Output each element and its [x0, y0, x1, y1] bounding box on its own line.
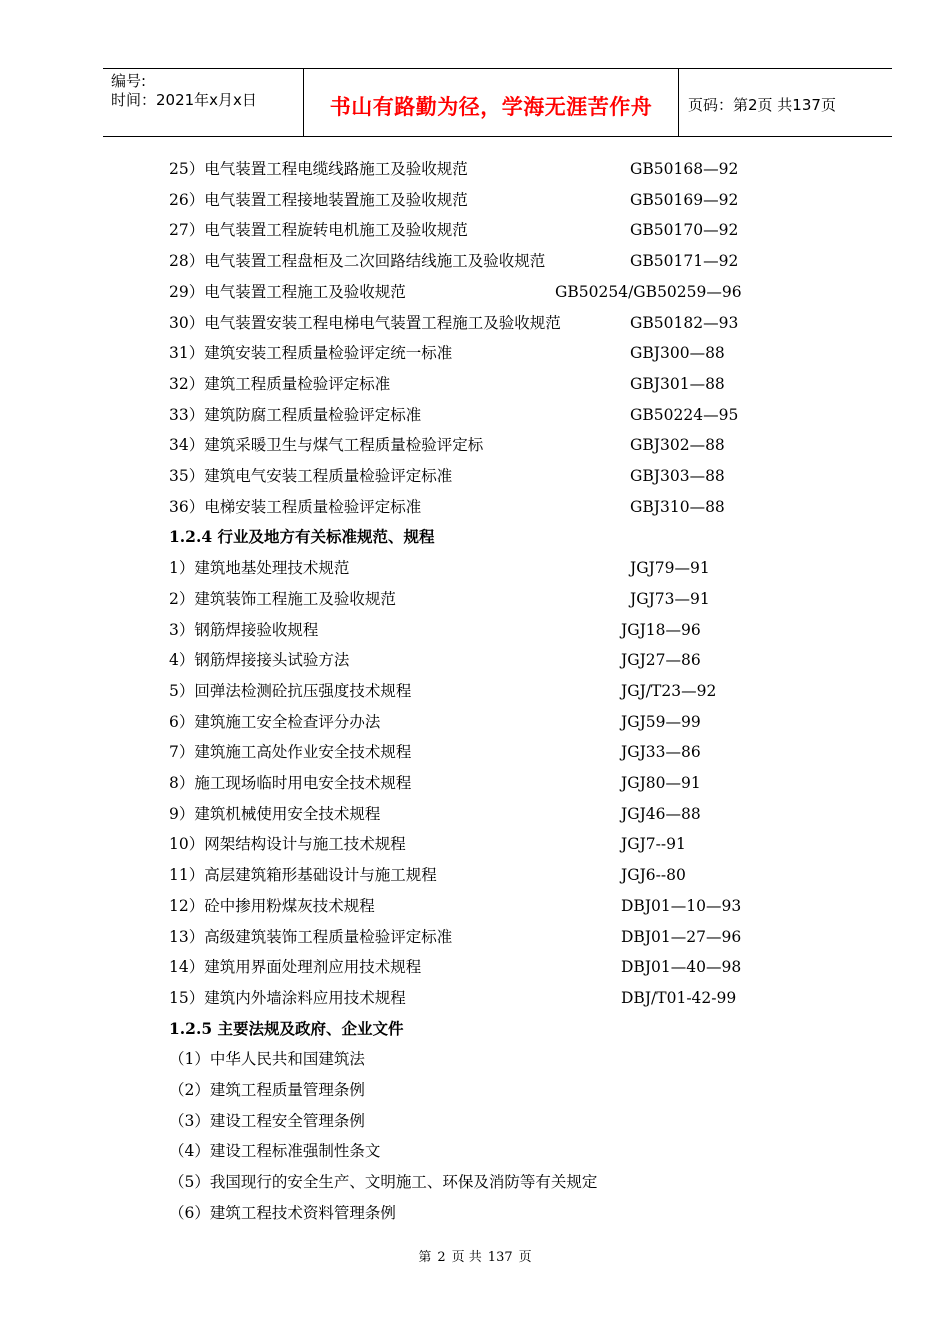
standard-code: JGJ80—91: [621, 774, 701, 792]
list-item: 27）电气装置工程旋转电机施工及验收规范 GB50170—92: [169, 218, 869, 242]
standard-code: DBJ01—10—93: [621, 897, 742, 915]
standard-code: JGJ33—86: [621, 743, 701, 761]
list-item: 13）高级建筑装饰工程质量检验评定标准 DBJ01—27—96: [169, 925, 869, 949]
list-item: 11）高层建筑箱形基础设计与施工规程 JGJ6--80: [169, 863, 869, 887]
list-item: （3）建设工程安全管理条例: [169, 1112, 365, 1130]
section-heading-1-2-5: 1.2.5 主要法规及政府、企业文件: [169, 1019, 404, 1038]
list-item: 10）网架结构设计与施工技术规程 JGJ7--91: [169, 832, 869, 856]
number-label: 编号:: [111, 72, 147, 90]
list-item: 2）建筑装饰工程施工及验收规范 JGJ73—91: [169, 587, 869, 611]
list-item: 33）建筑防腐工程质量检验评定标准 GB50224—95: [169, 403, 869, 427]
list-item: 35）建筑电气安装工程质量检验评定标准 GBJ303—88: [169, 464, 869, 488]
standard-code: GBJ303—88: [630, 467, 725, 485]
page-footer: 第 2 页 共 137 页: [418, 1250, 532, 1265]
list-item: 5）回弹法检测砼抗压强度技术规程 JGJ/T23—92: [169, 679, 869, 703]
list-item: 9）建筑机械使用安全技术规程 JGJ46—88: [169, 802, 869, 826]
footer-page-number: 2: [437, 1250, 446, 1265]
standard-code: DBJ01—40—98: [621, 958, 742, 976]
standard-code: JGJ7--91: [621, 835, 686, 853]
standard-code: DBJ01—27—96: [621, 928, 742, 946]
standard-code: GBJ302—88: [630, 436, 725, 454]
list-item: 28）电气装置工程盘柜及二次回路结线施工及验收规范 GB50171—92: [169, 249, 869, 273]
standard-code: GB50224—95: [630, 406, 739, 424]
list-item: 32）建筑工程质量检验评定标准 GBJ301—88: [169, 372, 869, 396]
page-header: [103, 68, 892, 137]
header-meta-cell: [103, 69, 303, 136]
list-item: 30）电气装置安装工程电梯电气装置工程施工及验收规范 GB50182—93: [169, 311, 869, 335]
list-item: 34）建筑采暖卫生与煤气工程质量检验评定标 GBJ302—88: [169, 433, 869, 457]
list-item: （6）建筑工程技术资料管理条例: [169, 1204, 396, 1222]
standard-code: GB50170—92: [630, 221, 739, 239]
standard-code: GB50171—92: [630, 252, 739, 270]
standard-code: JGJ73—91: [630, 590, 710, 608]
standard-code: JGJ79—91: [630, 559, 710, 577]
footer-total-pages: 137: [487, 1250, 513, 1265]
list-item: （1）中华人民共和国建筑法: [169, 1050, 365, 1068]
list-item: 3）钢筋焊接验收规程 JGJ18—96: [169, 618, 869, 642]
standard-code: DBJ/T01-42-99: [621, 989, 737, 1007]
section-heading-1-2-4: 1.2.4 行业及地方有关标准规范、规程: [169, 527, 435, 546]
list-item: 8）施工现场临时用电安全技术规程 JGJ80—91: [169, 771, 869, 795]
list-item: 25）电气装置工程电缆线路施工及验收规范 GB50168—92: [169, 157, 869, 181]
standard-code: GBJ301—88: [630, 375, 725, 393]
list-item: 7）建筑施工高处作业安全技术规程 JGJ33—86: [169, 740, 869, 764]
list-item: 14）建筑用界面处理剂应用技术规程 DBJ01—40—98: [169, 955, 869, 979]
standard-code: JGJ46—88: [621, 805, 701, 823]
page-info: 页码：第2页 共137页: [688, 96, 836, 114]
list-item: 1）建筑地基处理技术规范 JGJ79—91: [169, 556, 869, 580]
list-item: （5）我国现行的安全生产、文明施工、环保及消防等有关规定: [169, 1173, 598, 1191]
header-motto-cell: [303, 69, 679, 136]
standard-code: JGJ/T23—92: [621, 682, 717, 700]
time-label: 时间：2021年x月x日: [111, 91, 257, 109]
list-item: 31）建筑安装工程质量检验评定统一标准 GBJ300—88: [169, 341, 869, 365]
list-item: （2）建筑工程质量管理条例: [169, 1081, 365, 1099]
list-item: 15）建筑内外墙涂料应用技术规程 DBJ/T01-42-99: [169, 986, 869, 1010]
list-item: 29）电气装置工程施工及验收规范 GB50254/GB50259—96: [169, 280, 869, 304]
list-item: 36）电梯安装工程质量检验评定标准 GBJ310—88: [169, 495, 869, 519]
list-item: 12）砼中掺用粉煤灰技术规程 DBJ01—10—93: [169, 894, 869, 918]
header-page-cell: [678, 69, 892, 136]
standard-code: JGJ18—96: [621, 621, 701, 639]
standard-code: JGJ27—86: [621, 651, 701, 669]
motto-text: 书山有路勤为径，学海无涯苦作舟: [329, 95, 653, 119]
list-item: （4）建设工程标准强制性条文: [169, 1142, 381, 1160]
standard-code: GB50182—93: [630, 314, 739, 332]
list-item: 4）钢筋焊接接头试验方法 JGJ27—86: [169, 648, 869, 672]
standard-code: GBJ310—88: [630, 498, 725, 516]
standard-code: GBJ300—88: [630, 344, 725, 362]
list-item: 26）电气装置工程接地装置施工及验收规范 GB50169—92: [169, 188, 869, 212]
list-item: 6）建筑施工安全检查评分办法 JGJ59—99: [169, 710, 869, 734]
standard-code: GB50254/GB50259—96: [555, 283, 742, 301]
standard-code: JGJ6--80: [621, 866, 686, 884]
standard-code: JGJ59—99: [621, 713, 701, 731]
standard-code: GB50169—92: [630, 191, 739, 209]
standard-code: GB50168—92: [630, 160, 739, 178]
